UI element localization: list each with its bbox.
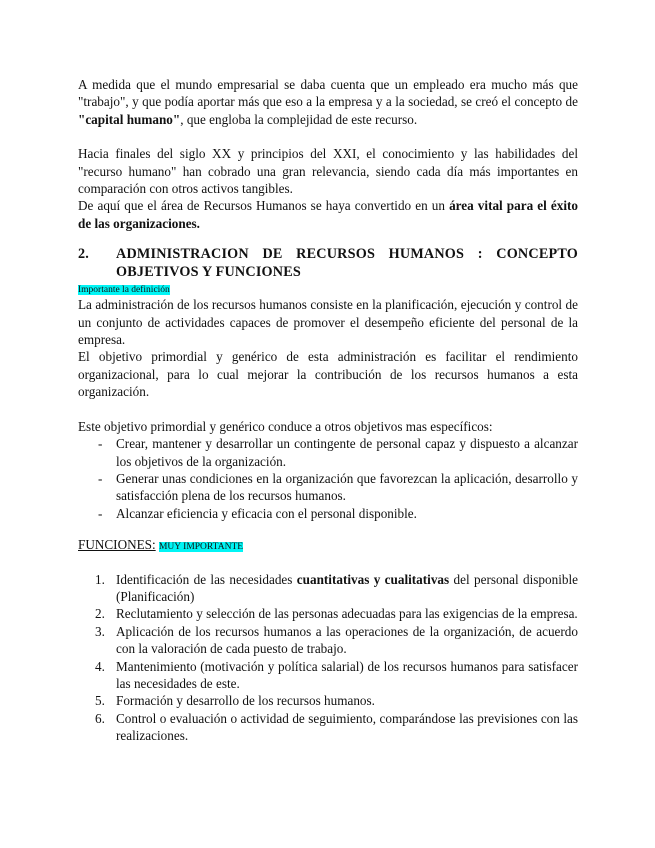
functions-list bbox=[78, 571, 578, 745]
list-item bbox=[78, 658, 578, 693]
section-heading bbox=[78, 245, 578, 281]
text-segment: De aquí que el área de Recursos Humanos se haya convertido en un bbox=[78, 198, 450, 214]
list-item: - Alcanzar eficiencia y eficacia con el personal disponible. bbox=[78, 505, 578, 522]
list-item bbox=[78, 605, 578, 622]
item-text: Aplicación de los recursos humanos a las operaciones de la organización, de acuerdo con la valoración de cada puesto de trabajo. bbox=[116, 623, 578, 657]
list-item bbox=[78, 692, 578, 709]
bold-term: cuantitativas y cualitativas bbox=[296, 571, 450, 587]
list-item bbox=[78, 571, 578, 606]
paragraph-objective: El objetivo primordial y genérico de esta administración es facilitar el rendimiento organizacional, para lo cual mejorar la contribución de los recursos humanos a esta organización. bbox=[78, 349, 578, 400]
section-title: ADMINISTRACION DE RECURSOS HUMANOS : CONCEPTO OBJETIVOS Y FUNCIONES bbox=[116, 246, 578, 281]
functions-label: FUNCIONES: bbox=[78, 537, 156, 553]
paragraph-definition: La administración de los recursos humanos consiste en la planificación, ejecución y control de un conjunto de actividades capaces de promover el desempeño eficiente del personal de la empresa. bbox=[78, 297, 578, 348]
list-item bbox=[78, 710, 578, 745]
document-body bbox=[78, 76, 578, 745]
list-item: - Generar unas condiciones en la organización que favorezcan la aplicación, desarrollo y satisfacción plena de los recursos humanos. bbox=[78, 470, 578, 505]
list-item bbox=[78, 623, 578, 658]
text-segment: A medida que el mundo empresarial se daba cuenta que un empleado era mucho más que "trabajo", y que podía aportar más que eso a la empresa y a la sociedad, se creó el concepto de bbox=[78, 77, 578, 110]
functions-highlight: MUY IMPORTANTE bbox=[158, 542, 244, 553]
text-segment: , que engloba la complejidad de este recurso. bbox=[180, 111, 418, 127]
bold-term: área vital para el éxito de las organizaciones. bbox=[78, 198, 578, 231]
highlight-note: Importante la definición bbox=[78, 285, 170, 296]
paragraph-siglo-xx: Hacia finales del siglo XX y principios del XXI, el conocimiento y las habilidades del "recurso humano" han cobrado una gran relevancia, siendo cada día más importantes en comparación con otros activos tangibles. bbox=[78, 146, 578, 197]
paragraph-capital-humano bbox=[78, 76, 578, 128]
objectives-intro: Este objetivo primordial y genérico conduce a otros objetivos mas específicos: bbox=[78, 418, 493, 434]
item-text: del personal disponible (Planificación) bbox=[116, 571, 578, 604]
item-number: 1. bbox=[95, 571, 105, 587]
item-number: 3. bbox=[95, 623, 105, 639]
item-number: 5. bbox=[95, 693, 105, 709]
objectives-list bbox=[78, 435, 578, 522]
item-text: Reclutamiento y selección de las personas adecuadas para las exigencias de la empresa. bbox=[116, 606, 578, 622]
list-item: - Crear, mantener y desarrollar un contingente de personal capaz y dispuesto a alcanzar los objetivos de la organización. bbox=[78, 435, 578, 470]
item-text: Control o evaluación o actividad de seguimiento, comparándose las previsiones con las realizaciones. bbox=[116, 710, 578, 744]
item-number: 2. bbox=[95, 606, 105, 622]
paragraph-area-rrhh bbox=[78, 197, 578, 232]
item-text: Mantenimiento (motivación y política salarial) de los recursos humanos para satisfacer las necesidades de este. bbox=[116, 658, 578, 691]
item-number: 4. bbox=[95, 658, 105, 674]
item-number: 6. bbox=[95, 710, 105, 726]
item-text: Formación y desarrollo de los recursos humanos. bbox=[116, 693, 375, 709]
bold-term: "capital humano" bbox=[78, 111, 181, 127]
section-number: 2. bbox=[78, 246, 90, 263]
functions-heading bbox=[78, 536, 578, 553]
item-text: Identificación de las necesidades bbox=[116, 571, 297, 587]
